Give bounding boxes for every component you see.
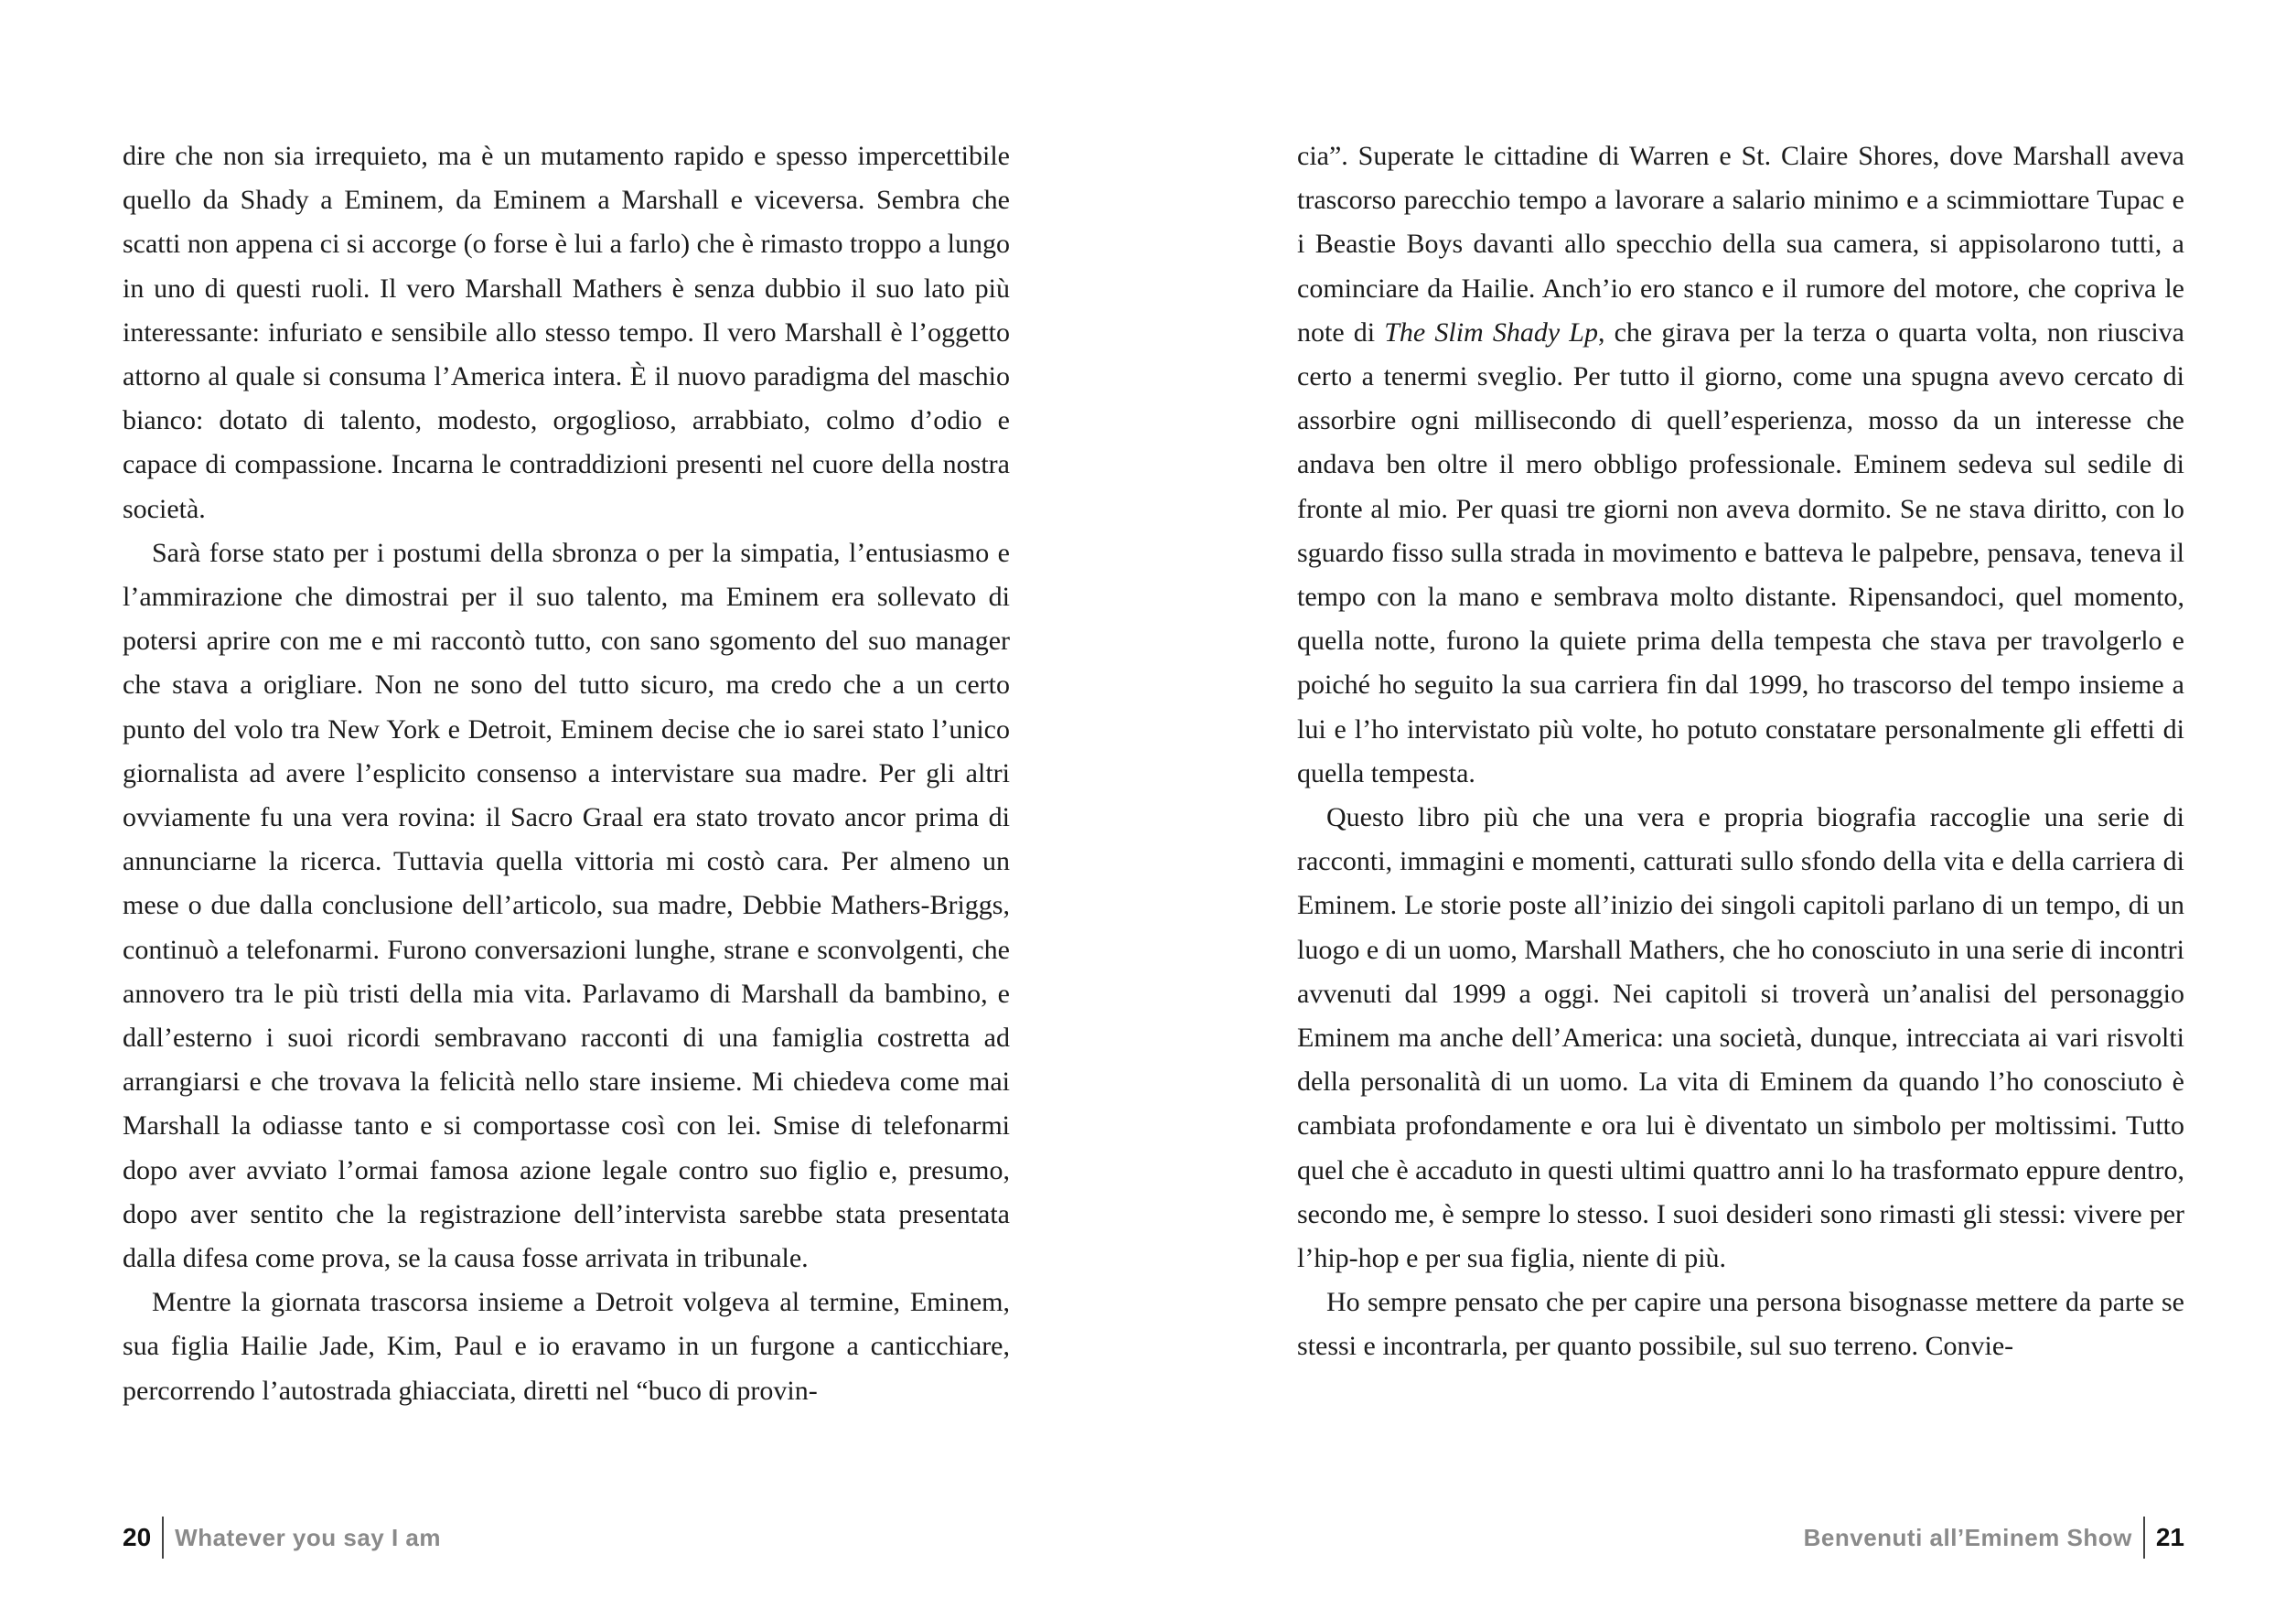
paragraph <box>123 134 1010 531</box>
left-page-footer <box>123 1514 441 1561</box>
right-page-body <box>1297 134 2184 1369</box>
text-segment: Sarà forse stato per i postumi della sbronza o per la simpatia, l’entusiasmo e l’ammirazione che dimostrai per il suo talento, ma Eminem era sollevato di potersi aprire con me e mi raccontò tutto, con sano sgomento del suo manager che stava a origliare. Non ne sono del tutto sicuro, ma credo che a un certo punto del volo tra New York e Detroit, Eminem decise che io sarei stato l’unico giornalista ad avere l’esplicito consenso a intervistare sua madre. Per gli altri ovviamente fu una vera rovina: il Sacro Graal era stato trovato ancor prima di annunciarne la ricerca. Tuttavia quella vittoria mi costò cara. Per almeno un mese o due dalla conclusione dell’articolo, sua madre, Debbie Mathers-Briggs, continuò a telefonarmi. Furono conversazioni lunghe, strane e sconvolgenti, che annovero tra le più tristi della mia vita. Parlavamo di Marshall da bambino, e dall’esterno i suoi ricordi sembravano racconti di una famiglia costretta ad arrangiarsi e che trovava la felicità nello stare insieme. Mi chiedeva come mai Marshall la odiasse tanto e si comportasse così con lei. Smise di telefonarmi dopo aver avviato l’ormai famosa azione legale contro suo figlio e, presumo, dopo aver sentito che la registrazione dell’intervista sarebbe stata presentata dalla difesa come prova, se la causa fosse arrivata in tribunale. <box>123 537 1010 1274</box>
paragraph <box>1297 134 2184 796</box>
page-number: 21 <box>2155 1523 2184 1551</box>
paragraph <box>1297 1281 2184 1368</box>
left-page-body <box>123 134 1010 1413</box>
page-number: 20 <box>123 1523 152 1551</box>
paragraph <box>123 531 1010 1281</box>
right-page-footer <box>1804 1514 2184 1561</box>
text-segment: Mentre la giornata trascorsa insieme a Detroit volgeva al termine, Eminem, sua figlia Hailie Jade, Kim, Paul e io eravamo in un furgone a canticchiare, percorrendo l’autostrada ghiacciata, diretti nel “buco di provin- <box>123 1287 1010 1406</box>
text-segment: cia”. Superate le cittadine di Warren e St. Claire Shores, dove Marshall aveva trascorso parecchio tempo a lavorare a salario minimo e a scimmiottare Tupac e i Beastie Boys davanti allo specchio della sua camera, si appisolarono tutti, a cominciare da Hailie. Anch’io ero stanco e il rumore del motore, che copriva le note di <box>1297 141 2184 348</box>
text-segment: Questo libro più che una vera e propria biografia raccoglie una serie di racconti, immagini e momenti, catturati sullo sfondo della vita e della carriera di Eminem. Le storie poste all’inizio dei singoli capitoli parlano di un tempo, di un luogo e di un uomo, Marshall Mathers, che ho conosciuto in una serie di incontri avvenuti dal 1999 a oggi. Nei capitoli si troverà un’analisi del personaggio Eminem ma anche dell’America: una società, dunque, intrecciata ai vari risvolti della personalità di un uomo. La vita di Eminem da quando l’ho conosciuto è cambiata profondamente e ora lui è diventato un simbolo per moltissimi. Tutto quel che è accaduto in questi ultimi quattro anni lo ha trasformato eppure dentro, secondo me, è sempre lo stesso. I suoi desideri sono rimasti gli stessi: vivere per l’hip-hop e per sua figlia, niente di più. <box>1297 802 2184 1274</box>
footer-divider <box>162 1517 164 1559</box>
paragraph <box>123 1281 1010 1413</box>
italic-text-segment: The Slim Shady Lp <box>1384 316 1598 348</box>
text-segment: , che girava per la terza o quarta volta, non riusciva certo a tenermi sveglio. Per tutto il giorno, come una spugna avevo cercato di assorbire ogni millisecondo di quell’esperienza, mosso da un interesse che andava ben oltre il mero obbligo professionale. Eminem sedeva sul sedile di fronte al mio. Per quasi tre giorni non aveva dormito. Se ne stava diritto, con lo sguardo fisso sulla strada in movimento e batteva le palpebre, pensava, teneva il tempo con la mano e sembrava molto distante. Ripensandoci, quel momento, quella notte, furono la quiete prima della tempesta che stava per travolgerlo e poiché ho seguito la sua carriera fin dal 1999, ho trascorso del tempo insieme a lui e l’ho intervistato più volte, ho potuto constatare personalmente gli effetti di quella tempesta. <box>1297 316 2184 788</box>
footer-divider <box>2143 1517 2145 1559</box>
running-title: Whatever you say I am <box>175 1523 441 1551</box>
running-title: Benvenuti all’Eminem Show <box>1803 1523 2132 1551</box>
text-segment: dire che non sia irrequieto, ma è un mutamento rapido e spesso impercettibile quello da Shady a Eminem, da Eminem a Marshall e viceversa. Sembra che scatti non appena ci si accorge (o forse è lui a farlo) che è rimasto troppo a lungo in uno di questi ruoli. Il vero Marshall Mathers è senza dubbio il suo lato più interessante: infuriato e sensibile allo stesso tempo. Il vero Marshall è l’oggetto attorno al quale si consuma l’America intera. È il nuovo paradigma del maschio bianco: dotato di talento, modesto, orgoglioso, arrabbiato, colmo d’odio e capace di compassione. Incarna le contraddizioni presenti nel cuore della nostra società. <box>123 141 1010 524</box>
right-page <box>1148 0 2296 1608</box>
text-segment: Ho sempre pensato che per capire una persona bisognasse mettere da parte se stessi e incontrarla, per quanto possibile, sul suo terreno. Convie- <box>1297 1287 2184 1362</box>
paragraph <box>1297 796 2184 1281</box>
